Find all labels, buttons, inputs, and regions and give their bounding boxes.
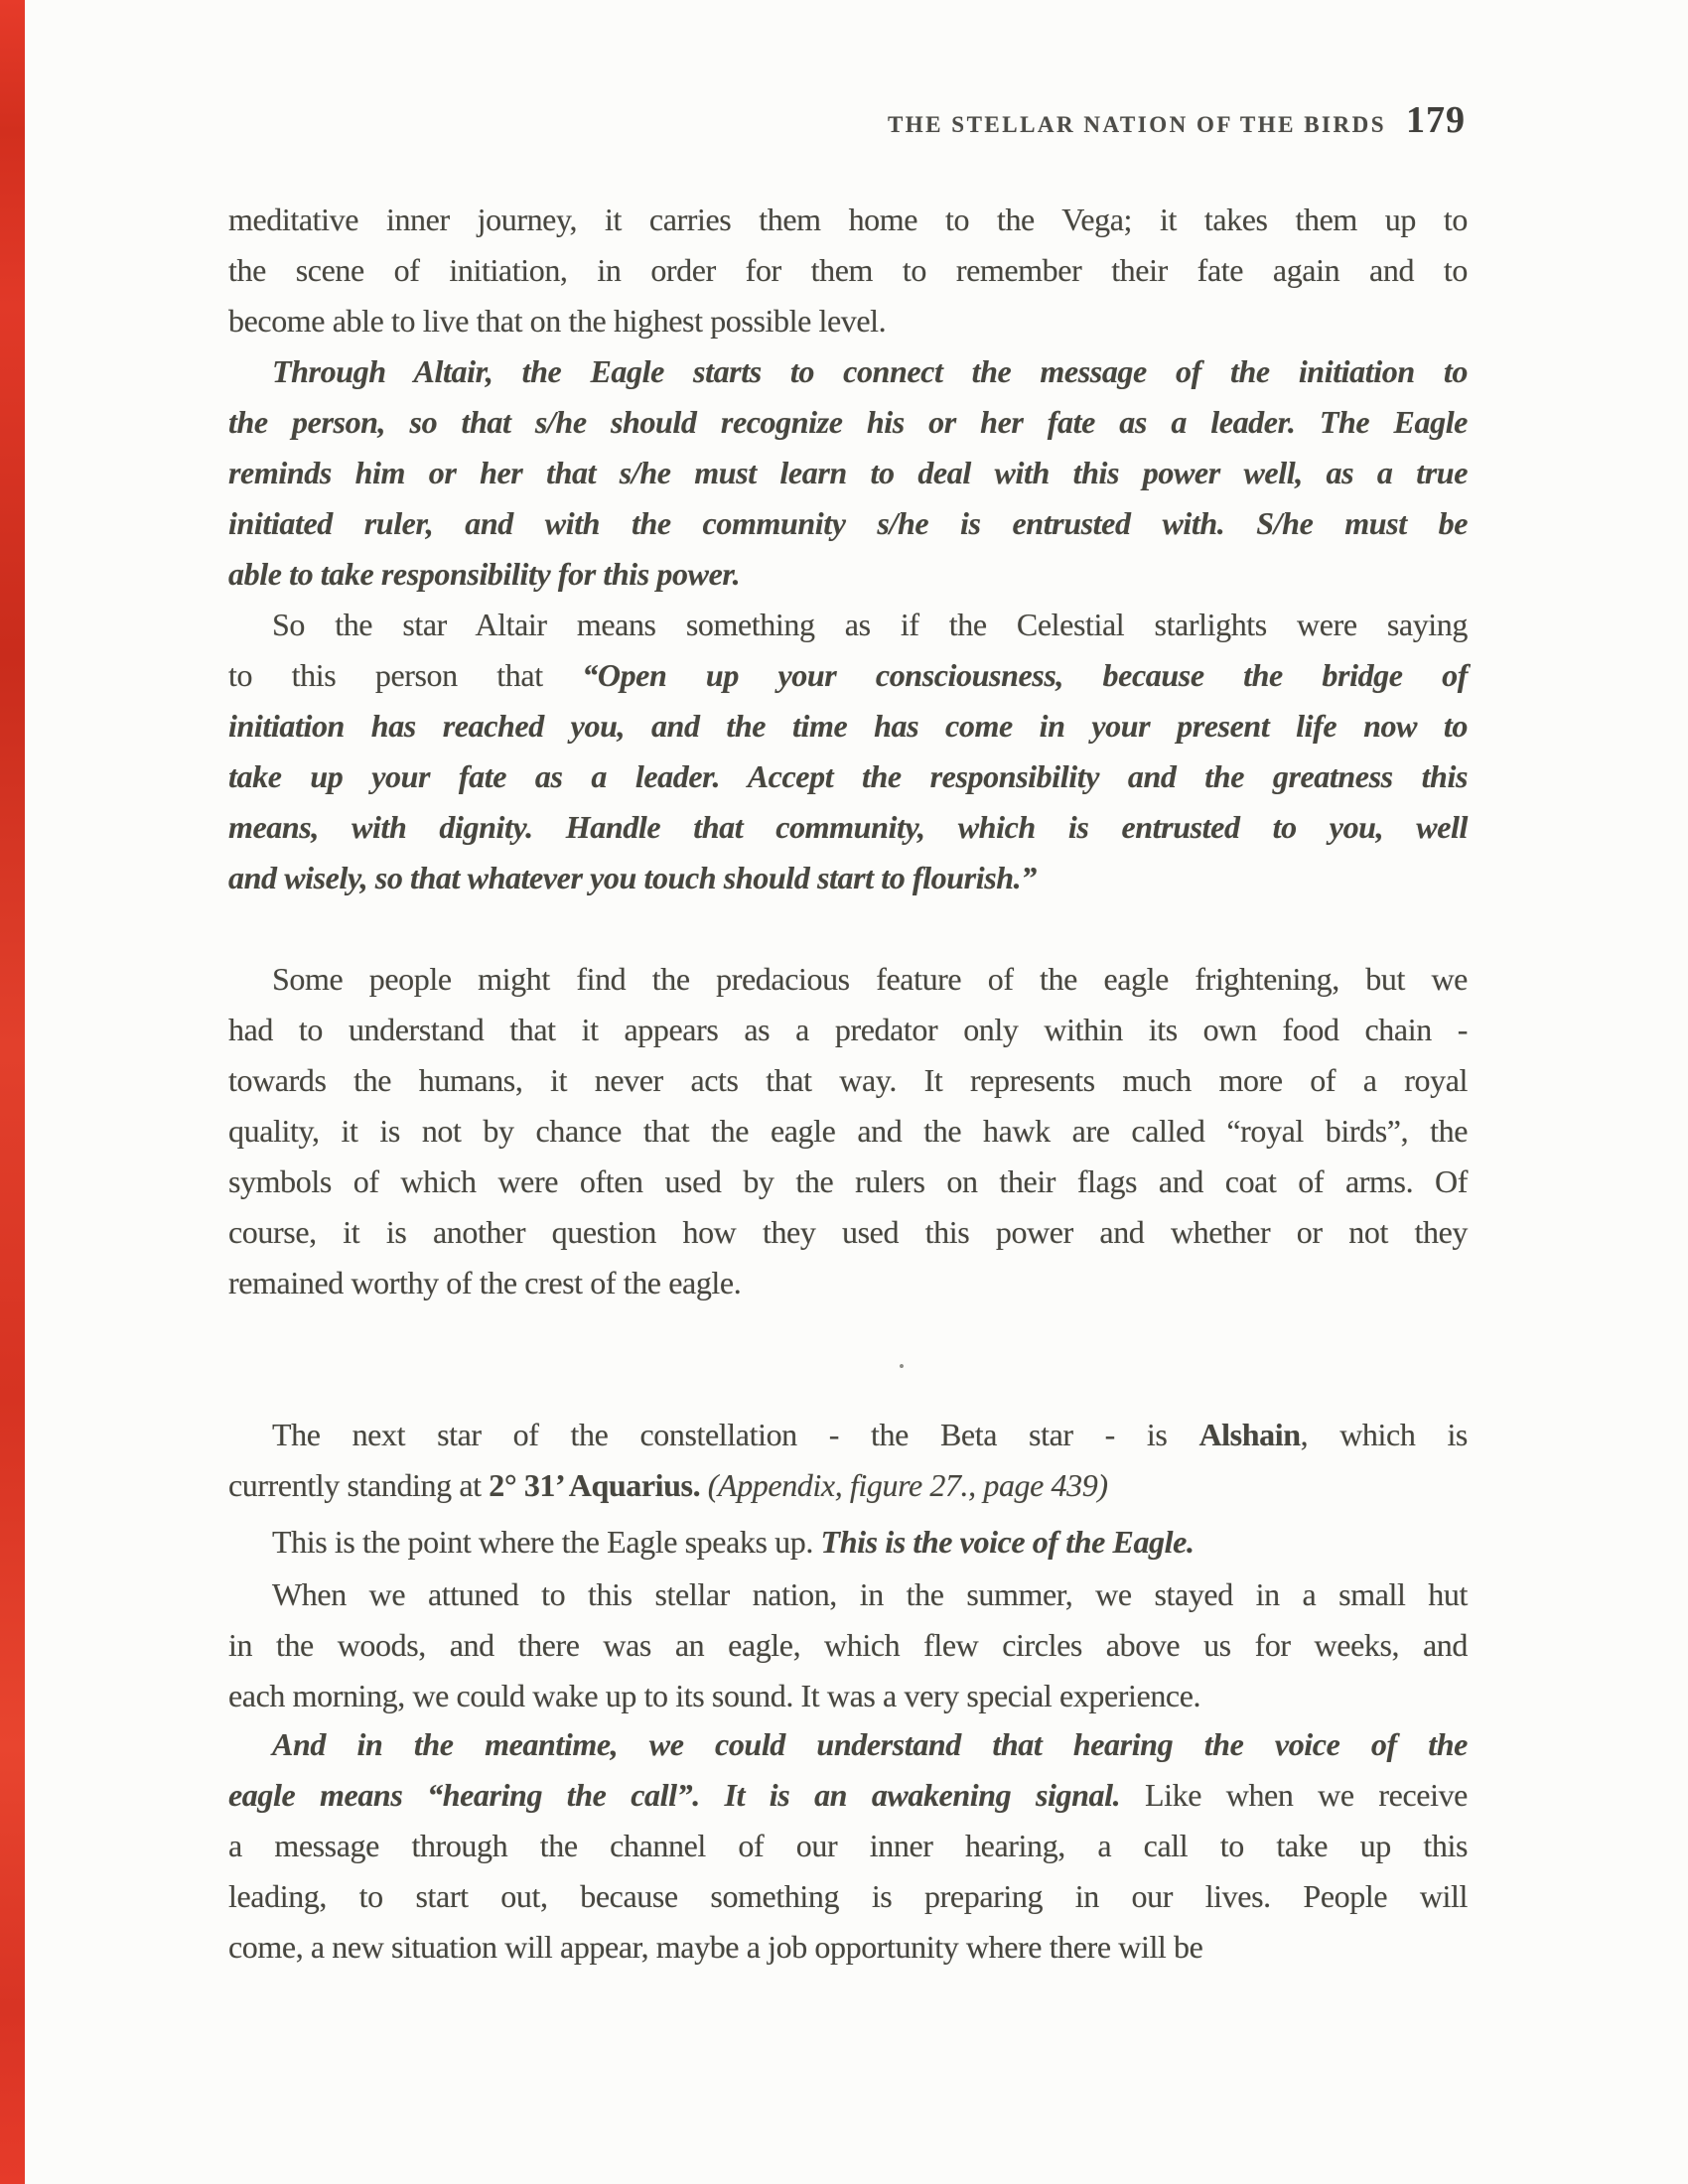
text-line <box>228 650 1468 701</box>
text-line: take up your fate as a leader. Accept the responsibility and the greatness this <box>228 758 1468 794</box>
text-segment: This is the point where the Eagle speaks up. <box>272 1524 821 1560</box>
text-line: had to understand that it appears as a predator only within its own food chain - <box>228 1012 1468 1047</box>
text-line: come, a new situation will appear, maybe a job opportunity where there will be <box>228 1929 1203 1965</box>
text-segment: This is the voice of the Eagle. <box>820 1524 1195 1560</box>
text-line: quality, it is not by chance that the eagle and the hawk are called “royal birds”, the <box>228 1113 1468 1149</box>
text-segment: Like when we receive <box>1120 1777 1468 1813</box>
text-line <box>228 1460 1468 1511</box>
text-line <box>228 1410 1468 1460</box>
paragraph-3 <box>228 600 1468 903</box>
text-line: And in the meantime, we could understand that hearing the voice of the <box>272 1726 1468 1762</box>
text-line: When we attuned to this stellar nation, in the summer, we stayed in a small hut <box>272 1576 1468 1612</box>
book-edge-stripe <box>0 0 25 2184</box>
text-line: remained worthy of the crest of the eagle. <box>228 1265 742 1300</box>
paragraph-7 <box>228 1570 1468 1721</box>
text-segment: eagle means “hearing the call”. It is an awakening signal. <box>228 1777 1121 1813</box>
text-line <box>228 1770 1468 1821</box>
text-segment: 2° 31’ Aquarius. <box>489 1467 708 1503</box>
text-line: symbols of which were often used by the rulers on their flags and coat of arms. Of <box>228 1163 1468 1199</box>
paragraph-5 <box>228 1410 1468 1511</box>
paragraph-2 <box>228 346 1468 600</box>
text-line: initiation has reached you, and the time has come in your present life now to <box>228 708 1468 744</box>
text-segment: The next star of the constellation - the Beta star - is <box>272 1417 1199 1452</box>
text-line <box>228 1517 1468 1568</box>
text-segment: to this person that <box>228 657 583 693</box>
paragraph-6 <box>228 1517 1468 1568</box>
text-line: become able to live that on the highest possible level. <box>228 303 887 339</box>
section-separator-dot: • <box>899 1357 905 1376</box>
text-segment: Alshain <box>1198 1417 1301 1452</box>
text-line: towards the humans, it never acts that way. It represents much more of a royal <box>228 1062 1468 1098</box>
text-line: meditative inner journey, it carries them home to the Vega; it takes them up to <box>228 202 1468 237</box>
text-line: each morning, we could wake up to its sound. It was a very special experience. <box>228 1678 1201 1713</box>
text-line: Through Altair, the Eagle starts to connect the message of the initiation to <box>272 353 1468 389</box>
text-line: So the star Altair means something as if the Celestial starlights were saying <box>272 607 1468 642</box>
text-segment: , which is <box>1300 1417 1468 1452</box>
text-line: a message through the channel of our inner hearing, a call to take up this <box>228 1828 1468 1863</box>
text-line: course, it is another question how they used this power and whether or not they <box>228 1214 1468 1250</box>
text-line: and wisely, so that whatever you touch should start to flourish.” <box>228 860 1037 895</box>
text-segment: “Open up your consciousness, because the bridge of <box>582 657 1468 693</box>
text-line: leading, to start out, because something is preparing in our lives. People will <box>228 1878 1468 1914</box>
paragraph-1 <box>228 195 1468 346</box>
paragraph-4 <box>228 954 1468 1308</box>
text-line: initiated ruler, and with the community s/he is entrusted with. S/he must be <box>228 505 1468 541</box>
chapter-title: THE STELLAR NATION OF THE BIRDS <box>887 112 1386 137</box>
page-number: 179 <box>1406 99 1466 141</box>
text-line: the person, so that s/he should recognize his or her fate as a leader. The Eagle <box>228 404 1468 440</box>
text-segment: currently standing at <box>228 1467 490 1503</box>
text-line: Some people might find the predacious feature of the eagle frightening, but we <box>272 961 1468 997</box>
text-block <box>228 0 1468 2184</box>
text-line: means, with dignity. Handle that community, which is entrusted to you, well <box>228 809 1468 845</box>
paragraph-8 <box>228 1719 1468 1973</box>
text-segment: (Appendix, figure 27., page 439) <box>707 1467 1108 1503</box>
text-line: reminds him or her that s/he must learn to deal with this power well, as a true <box>228 455 1468 490</box>
text-line: the scene of initiation, in order for them to remember their fate again and to <box>228 252 1468 288</box>
text-line: able to take responsibility for this power. <box>228 556 741 592</box>
text-line: in the woods, and there was an eagle, which flew circles above us for weeks, and <box>228 1627 1468 1663</box>
